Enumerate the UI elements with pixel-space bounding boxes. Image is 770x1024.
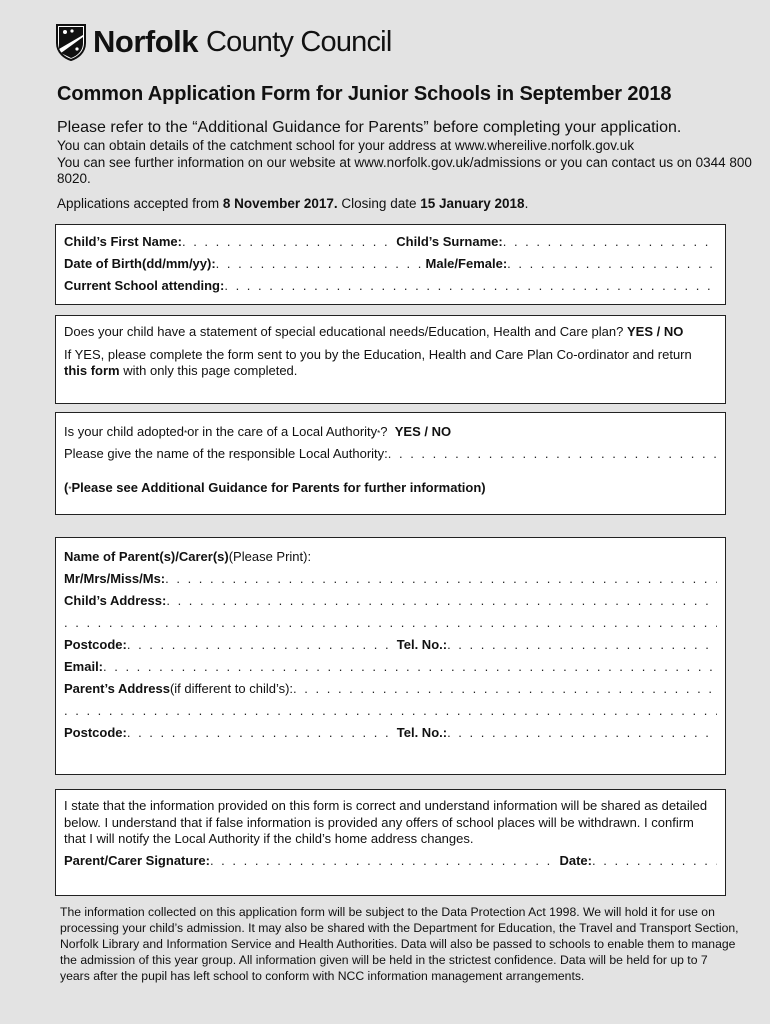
adoption-note: [64, 477, 717, 499]
parent-postcode-field[interactable]: [127, 722, 397, 744]
logo-norfolk-text: Norfolk: [93, 24, 198, 59]
declaration-text: I state that the information provided on this form is correct and understand information will be shared as detailed below. I understand that if false information is provided any offers of school places will be withdrawn. I confirm that I will notify the Local Authority if the child’s home address changes.: [64, 798, 708, 846]
parent-tel-label: Tel. No.:: [396, 725, 448, 740]
parent-address-note: (if different to child’s):: [169, 681, 294, 696]
tel-field[interactable]: [447, 634, 717, 656]
logo-county-council-text: County Council: [206, 25, 392, 58]
signature-field[interactable]: [210, 850, 560, 872]
council-logo: [55, 22, 391, 62]
sen-info: [64, 347, 717, 380]
sen-info-text: If YES, please complete the form sent to you by the Education, Health and Care Plan Co-ordinator and return: [64, 346, 692, 362]
intro-catchment: You can obtain details of the catchment school for your address at www.whereilive.norfolk.gov.uk: [57, 138, 635, 153]
postcode-field[interactable]: [127, 634, 397, 656]
parent-title-row: [64, 568, 717, 590]
local-authority-field[interactable]: [388, 443, 717, 465]
accepted-label: Applications accepted from: [57, 195, 223, 211]
parent-tel-field[interactable]: [447, 722, 717, 744]
sen-info-end: with only this page completed.: [119, 363, 298, 378]
email-row: [64, 656, 717, 678]
current-school-field[interactable]: [224, 275, 717, 297]
intro-lead: Please refer to the “Additional Guidance for Parents” before completing your application.: [57, 119, 682, 136]
data-protection-notice: The information collected on this application form will be subject to the Data Protection Act 1998. We will hold it for use on processing your child’s admission. It may also be shared with the Department for Education, the Travel and Transport Section, Norfolk Library and Information Service and Health Authorities. Data will also be passed to schools to enable them to manage the admission of this year group. All information given will be held in the strictest confidence. Data will be held for up to 7 years after the pupil has left school to conform with NCC information management arrangements.: [60, 905, 739, 983]
parent-address-field-2[interactable]: [64, 700, 717, 722]
current-school-label: Current School attending:: [64, 278, 225, 293]
dob-field[interactable]: [216, 253, 426, 275]
child-address-row: [64, 590, 717, 612]
parent-heading-row: [64, 546, 717, 568]
sen-question: [64, 324, 717, 341]
child-address-label: Child’s Address:: [64, 593, 167, 608]
care-asterisk: *: [377, 429, 381, 438]
email-field[interactable]: [103, 656, 717, 678]
adopted-yes-no[interactable]: YES / NO: [394, 424, 452, 439]
signature-label: Parent/Carer Signature:: [64, 852, 210, 868]
care-question: or in the care of a Local Authority: [187, 424, 378, 439]
child-postcode-row: [64, 634, 717, 656]
parent-postcode-label: Postcode:: [64, 725, 127, 740]
sen-question-text: Does your child have a statement of special educational needs/Education, Health and Care plan?: [64, 324, 624, 339]
dob-format: (dd/mm/yy):: [142, 256, 216, 271]
child-address-row-2: [64, 612, 717, 634]
first-name-field[interactable]: [182, 231, 396, 253]
date-field[interactable]: [592, 850, 717, 872]
surname-field[interactable]: [503, 231, 717, 253]
adoption-box: [55, 412, 726, 515]
note-open-paren: (: [64, 480, 69, 495]
sex-label: Male/Female:: [425, 256, 508, 271]
norfolk-crest-icon: [55, 23, 87, 61]
first-name-label: Child’s First Name:: [64, 234, 182, 249]
parent-details-box: [55, 537, 726, 775]
parent-heading-note: (Please Print):: [228, 549, 312, 564]
surname-label: Child’s Surname:: [396, 234, 503, 249]
local-authority-label: Please give the name of the responsible Local Authority:: [64, 446, 388, 461]
sen-yes-no[interactable]: YES / NO: [626, 324, 684, 339]
adoption-note-text: Please see Additional Guidance for Parents for further information): [71, 480, 486, 495]
child-dob-row: [64, 253, 717, 275]
dob-label: Date of Birth: [64, 256, 142, 271]
declaration-box: [55, 789, 726, 896]
sen-box: [55, 315, 726, 404]
child-address-field[interactable]: [166, 590, 717, 612]
intro-dates: [57, 196, 757, 213]
date-label: Date:: [559, 852, 592, 868]
closing-label: Closing date: [337, 195, 421, 211]
signature-row: [64, 850, 717, 872]
sex-field[interactable]: [507, 253, 717, 275]
parent-postcode-row: [64, 722, 717, 744]
tel-label: Tel. No.:: [396, 637, 448, 652]
intro-section: [57, 118, 757, 212]
current-school-row: [64, 275, 717, 297]
parent-name-field[interactable]: [165, 568, 717, 590]
adoption-question-row: [64, 421, 717, 443]
local-authority-row: [64, 443, 717, 465]
question-mark: ?: [380, 424, 388, 439]
note-asterisk: *: [68, 485, 72, 494]
parent-heading: Name of Parent(s)/Carer(s): [64, 549, 229, 564]
postcode-label: Postcode:: [64, 637, 127, 652]
sen-info-bold: this form: [64, 363, 120, 378]
accepted-date: 8 November 2017.: [222, 195, 338, 211]
parent-address-label: Parent’s Address: [64, 681, 170, 696]
child-address-field-2[interactable]: [64, 612, 717, 634]
form-title: Common Application Form for Junior Schools in September 2018: [57, 83, 672, 105]
parent-address-row-2: [64, 700, 717, 722]
parent-address-row: [64, 678, 717, 700]
email-label: Email:: [64, 659, 104, 674]
closing-date: 15 January 2018: [420, 195, 525, 211]
closing-period: .: [524, 195, 529, 211]
adopted-asterisk: *: [183, 429, 188, 438]
intro-website: You can see further information on our website at www.norfolk.gov.uk/admissions or you can contact us on 0344 800 8020.: [57, 154, 752, 186]
child-details-box: [55, 224, 726, 305]
adopted-question: Is your child adopted: [64, 424, 184, 439]
child-name-row: [64, 231, 717, 253]
parent-title-label: Mr/Mrs/Miss/Ms:: [64, 571, 166, 586]
parent-address-field[interactable]: [293, 678, 717, 700]
